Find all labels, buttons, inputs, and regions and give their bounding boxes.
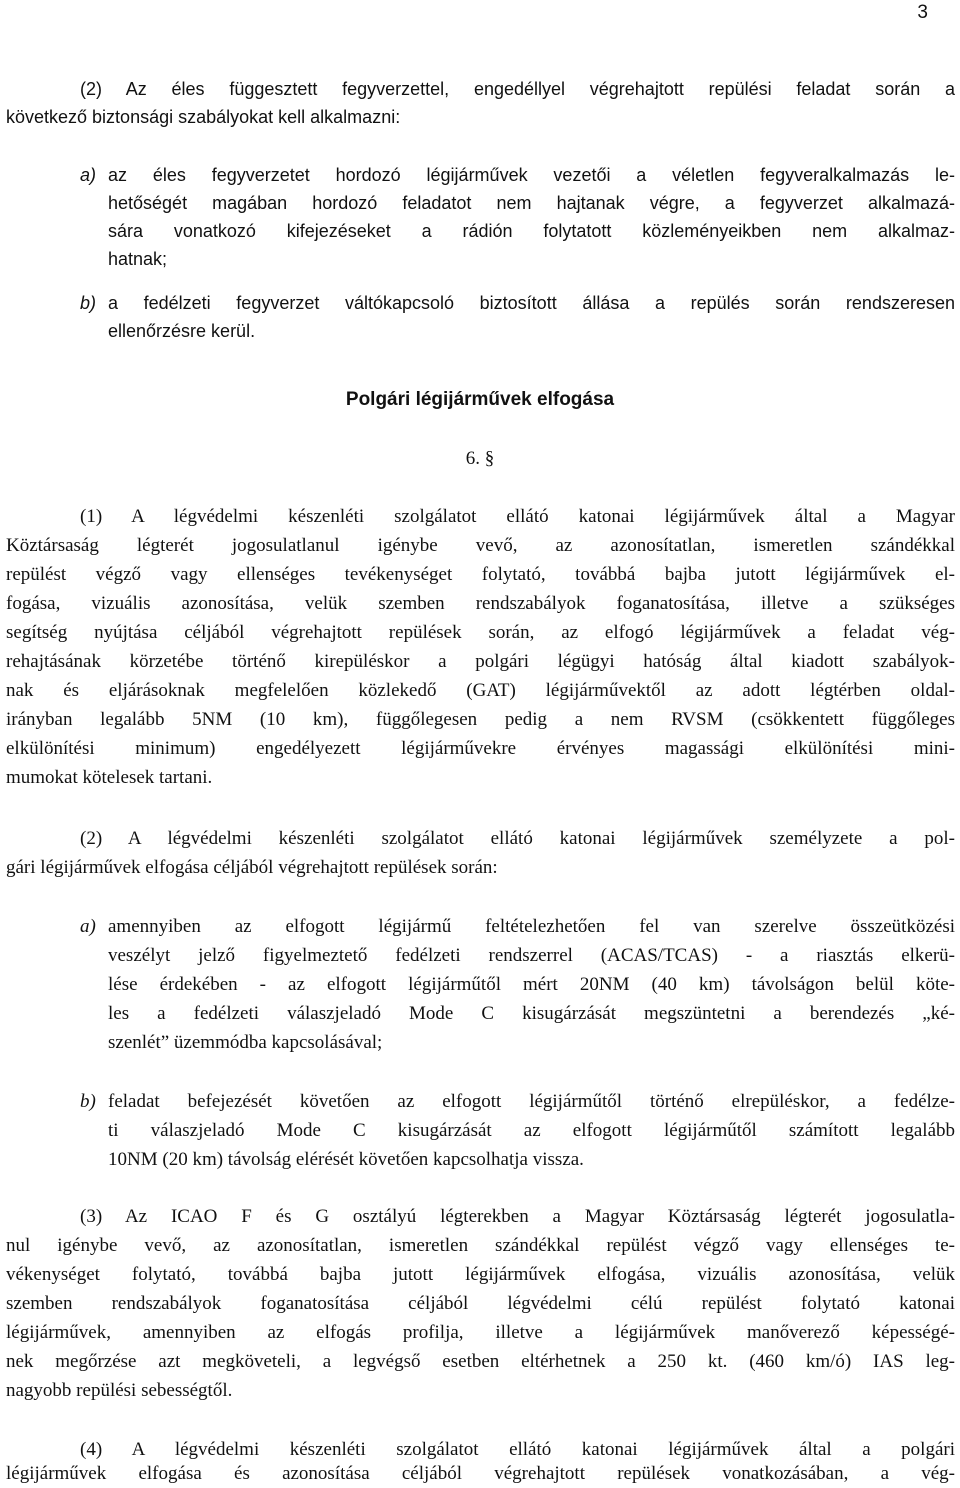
text-line: légijárművek elfogása és azonosítása céljából végrehajtott repülések vonatkozásában, a vég-	[6, 1463, 955, 1484]
text-line: szenlét” üzemmódba kapcsolásával;	[108, 1032, 383, 1053]
text-line: nagyobb repülési sebességtől.	[6, 1380, 233, 1401]
item-label: b)	[80, 1091, 96, 1112]
text-line: nul igénybe vevő, az azonosítatlan, ismeretlen szándékkal repülést végző vagy ellenséges te-	[6, 1235, 955, 1256]
text-line: légijárművek, amennyiben az elfogás profilja, illetve a légijárművek manőverező képességé-	[6, 1322, 955, 1343]
text-line: (1) A légvédelmi készenléti szolgálatot ellátó katonai légijárművek által a Magyar	[80, 506, 955, 527]
text-line: irányban legalább 5NM (10 km), függőlegesen pedig a nem RVSM (csökkentett függőleges	[6, 709, 955, 730]
text-line: mumokat kötelesek tartani.	[6, 767, 213, 788]
section-heading: Polgári légijárművek elfogása	[345, 389, 615, 410]
text-line: repülést végző vagy ellenséges tevékenységet folytató, továbbá bajba jutott légijárművek el-	[6, 564, 955, 585]
text-line: ti válaszjeladó Mode C kisugárzását az elfogott légijárműtől számított legalább	[108, 1120, 955, 1141]
text-line: szemben rendszabályok foganatosítása céljából légvédelmi célú repülést folytató katonai	[6, 1293, 955, 1314]
text-line: feladat befejezését követően az elfogott légijárműtől történő elrepüléskor, a fedélze-	[108, 1091, 955, 1112]
text-line: (2) A légvédelmi készenléti szolgálatot ellátó katonai légijárművek személyzete a pol-	[80, 828, 955, 849]
text-line: rehajtásának körzetébe történő kirepüléskor a polgári légügyi hatóság által kiadott szabályok-	[6, 651, 955, 672]
text-line: veszélyt jelző figyelmeztető fedélzeti rendszerrel (ACAS/TCAS) - a riasztás elkerü-	[108, 945, 955, 966]
text-line: lése érdekében - az elfogott légijárműtől mért 20NM (40 km) távolságon belül köte-	[108, 974, 955, 995]
text-line: nek megőrzése azt megköveteli, a legvégső esetben eltérhetnek a 250 kt. (460 km/ó) IAS leg-	[6, 1351, 955, 1372]
item-label: a)	[80, 165, 97, 185]
text-line: vékenységet folytató, továbbá bajba jutott légijárművek elfogása, vizuális azonosítása, velük	[6, 1264, 955, 1285]
text-line: Köztársaság légterét jogosulatlanul igénybe vevő, az azonosítatlan, ismeretlen szándékkal	[6, 535, 955, 556]
text-line: (4) A légvédelmi készenléti szolgálatot ellátó katonai légijárművek által a polgári	[80, 1439, 955, 1460]
text-line: nak és eljárásoknak megfelelően közlekedő (GAT) légijárművektől az adott légtérben oldal-	[6, 680, 955, 701]
text-line: segítség nyújtása céljából végrehajtott repülések során, az elfogó légijárművek a feladat vég-	[6, 622, 955, 643]
item-label: b)	[80, 293, 97, 313]
text-line: fogása, vizuális azonosítása, velük szemben rendszabályok foganatosítása, illetve a szükséges	[6, 593, 955, 614]
text-line: (3) Az ICAO F és G osztályú légterekben a Magyar Köztársaság légterét jogosulatla-	[80, 1206, 955, 1227]
text-line: les a fedélzeti válaszjeladó Mode C kisugárzását megszüntetni a berendezés „ké-	[108, 1003, 955, 1024]
page-number: 3	[917, 2, 928, 23]
item-label: a)	[80, 916, 96, 937]
text-line: a fedélzeti fegyverzet váltókapcsoló biztosított állása a repülés során rendszeresen	[108, 293, 955, 313]
text-line: gári légijárművek elfogása céljából végrehajtott repülések során:	[6, 857, 498, 878]
text-line: hatnak;	[108, 249, 168, 269]
text-line: hetőségét magában hordozó feladatot nem hajtanak végre, a fegyverzet alkalmazá-	[108, 193, 955, 213]
text-line: következő biztonsági szabályokat kell alkalmazni:	[6, 107, 401, 127]
text-line: az éles fegyverzetet hordozó légijárművek vezetői a véletlen fegyveralkalmazás le-	[108, 165, 955, 185]
section-number: 6. §	[465, 448, 495, 469]
text-line: sára vonatkozó kifejezéseket a rádión folytatott közleményeikben nem alkalmaz-	[108, 221, 955, 241]
text-line: amennyiben az elfogott légijármű feltételezhetően fel van szerelve összeütközési	[108, 916, 955, 937]
text-line: ellenőrzésre kerül.	[108, 321, 256, 341]
text-line: 10NM (20 km) távolság elérését követően kapcsolhatja vissza.	[108, 1149, 584, 1170]
text-line: elkülönítési minimum) engedélyezett légijárművekre érvényes magassági elkülönítési mini-	[6, 738, 955, 759]
text-line: (2) Az éles függesztett fegyverzettel, engedéllyel végrehajtott repülési feladat során a	[80, 79, 955, 99]
